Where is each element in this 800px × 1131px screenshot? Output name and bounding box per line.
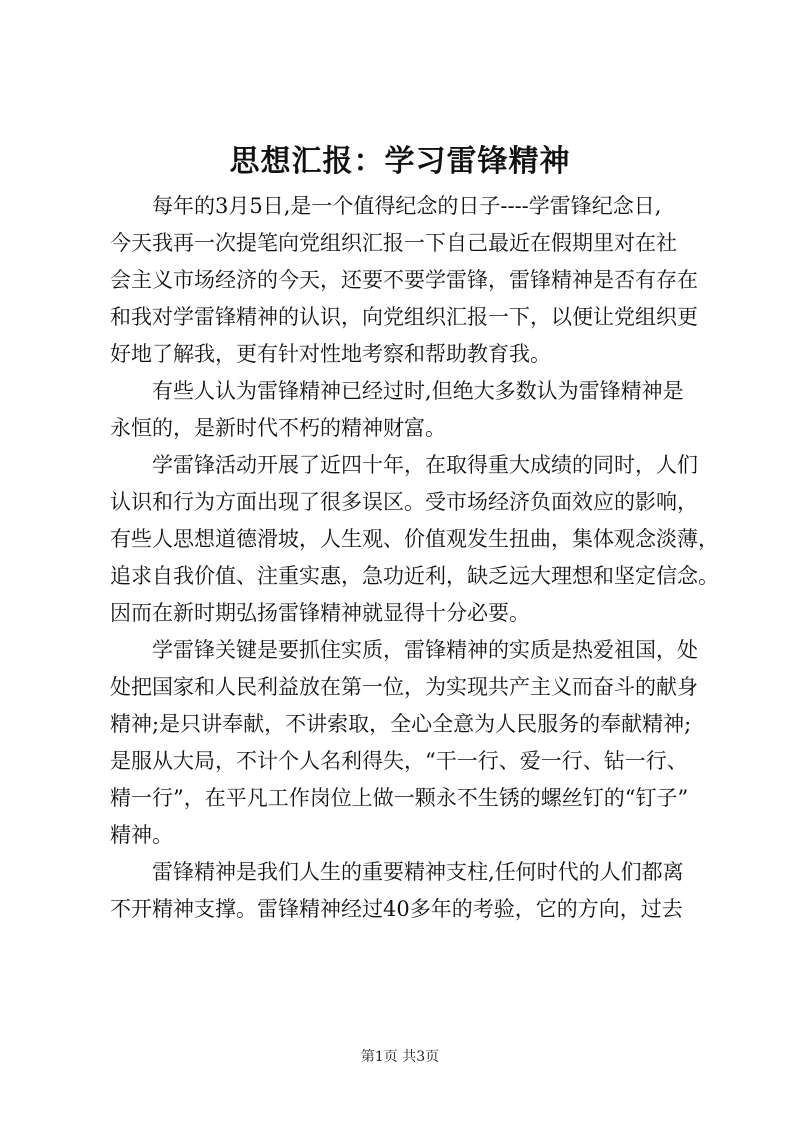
paragraph-1 — [110, 188, 700, 373]
paragraph-line: 学雷锋活动开展了近四十年，在取得重大成绩的同时，人们 — [152, 453, 698, 477]
paragraph-line: 会主义市场经济的今天，还要不要学雷锋，雷锋精神是否有存在 — [110, 268, 698, 292]
paragraph-line: 学雷锋关键是要抓住实质，雷锋精神的实质是热爱祖国，处 — [152, 638, 698, 662]
paragraph-line: 精神。 — [110, 823, 173, 847]
paragraph-line: 今天我再一次提笔向党组织汇报一下自己最近在假期里对在社 — [110, 231, 677, 255]
document-body — [110, 188, 719, 928]
paragraph-line: 永恒的，是新时代不朽的精神财富。 — [110, 416, 446, 440]
page-number-footer: 第1页 共3页 — [360, 1049, 440, 1065]
document-title: 思想汇报：学习雷锋精神 — [229, 144, 571, 179]
paragraph-line: 有些人认为雷锋精神已经过时,但绝大多数认为雷锋精神是 — [152, 379, 684, 403]
paragraph-line: 是服从大局，不计个人名利得失，“干一行、爱一行、钻一行、 — [110, 749, 688, 773]
paragraph-3 — [110, 447, 719, 632]
paragraph-line: 有些人思想道德滑坡，人生观、价值观发生扭曲，集体观念淡薄， — [110, 527, 719, 551]
paragraph-line: 精一行”，在平凡工作岗位上做一颗永不生锈的螺丝钉的“钉子” — [110, 786, 689, 810]
paragraph-line: 每年的3月5日,是一个值得纪念的日子----学雷锋纪念日, — [152, 194, 662, 218]
paragraph-line: 雷锋精神是我们人生的重要精神支柱,任何时代的人们都离 — [152, 860, 684, 884]
paragraph-line: 认识和行为方面出现了很多误区。受市场经济负面效应的影响， — [110, 490, 698, 514]
paragraph-line: 不开精神支撑。雷锋精神经过40多年的考验，它的方向，过去 — [110, 897, 683, 921]
paragraph-line: 和我对学雷锋精神的认识，向党组织汇报一下，以便让党组织更 — [110, 305, 698, 329]
paragraph-line: 精神;是只讲奉献，不讲索取，全心全意为人民服务的奉献精神; — [110, 712, 692, 736]
paragraph-5 — [110, 854, 700, 928]
paragraph-4 — [110, 632, 700, 854]
paragraph-line: 追求自我价值、注重实惠，急功近利，缺乏远大理想和坚定信念。 — [110, 564, 719, 588]
paragraph-2 — [110, 373, 700, 447]
paragraph-line: 处把国家和人民利益放在第一位，为实现共产主义而奋斗的献身 — [110, 675, 698, 699]
paragraph-line: 好地了解我，更有针对性地考察和帮助教育我。 — [110, 342, 551, 366]
paragraph-line: 因而在新时期弘扬雷锋精神就显得十分必要。 — [110, 601, 530, 625]
